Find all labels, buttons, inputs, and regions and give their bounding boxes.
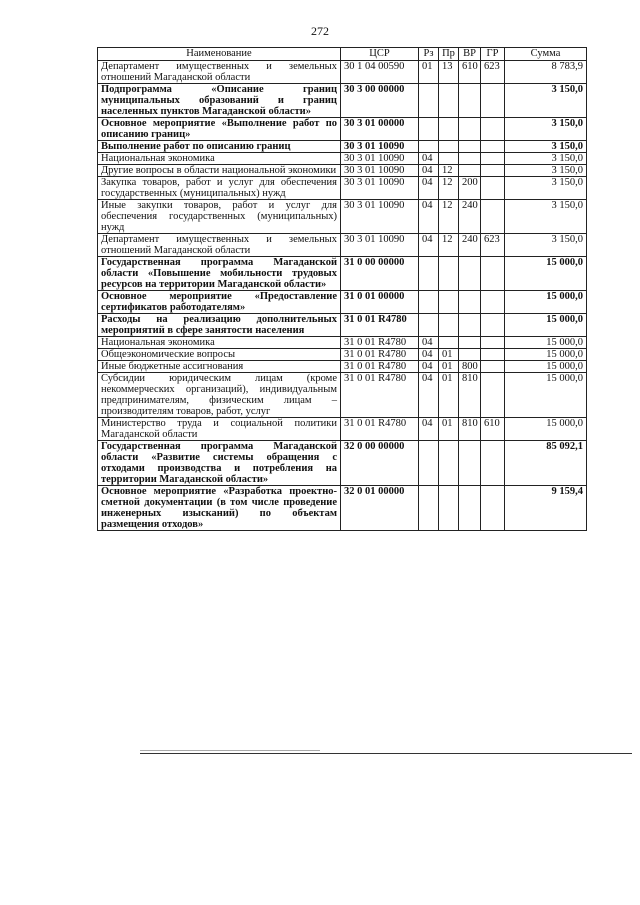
- cell-name: Выполнение работ по описанию границ: [98, 141, 341, 153]
- cell-csr: 30 1 04 00590: [341, 61, 419, 84]
- cell-name: Расходы на реализацию дополнительных мероприятий в сфере занятости населения: [98, 314, 341, 337]
- cell-sum: 3 150,0: [505, 177, 587, 200]
- cell-name: Основное мероприятие «Выполнение работ по описанию границ»: [98, 118, 341, 141]
- cell-pr: [439, 153, 459, 165]
- header-name: Наименование: [98, 48, 341, 61]
- cell-sum: 3 150,0: [505, 234, 587, 257]
- cell-csr: 30 3 00 00000: [341, 84, 419, 118]
- cell-sum: 15 000,0: [505, 257, 587, 291]
- cell-rz: 04: [419, 349, 439, 361]
- cell-csr: 31 0 01 R4780: [341, 337, 419, 349]
- cell-sum: 15 000,0: [505, 349, 587, 361]
- cell-csr: 31 0 01 R4780: [341, 349, 419, 361]
- table-row: [98, 153, 587, 165]
- cell-vr: 240: [459, 234, 481, 257]
- cell-name: Другие вопросы в области национальной экономики: [98, 165, 341, 177]
- table-row: [98, 234, 587, 257]
- table-row: [98, 118, 587, 141]
- cell-csr: 31 0 01 R4780: [341, 314, 419, 337]
- cell-pr: [439, 291, 459, 314]
- cell-rz: 04: [419, 165, 439, 177]
- cell-name: Основное мероприятие «Разработка проектно-сметной документации (в том числе проведение инженерных изысканий) по объектам размещения отходов»: [98, 486, 341, 531]
- cell-sum: 15 000,0: [505, 361, 587, 373]
- cell-pr: 13: [439, 61, 459, 84]
- cell-vr: [459, 337, 481, 349]
- cell-sum: 15 000,0: [505, 314, 587, 337]
- table-row: [98, 418, 587, 441]
- cell-pr: 12: [439, 177, 459, 200]
- table-row: [98, 337, 587, 349]
- cell-rz: 04: [419, 418, 439, 441]
- table-row: [98, 349, 587, 361]
- table-row: [98, 361, 587, 373]
- cell-csr: 31 0 01 R4780: [341, 418, 419, 441]
- cell-vr: [459, 291, 481, 314]
- cell-csr: 30 3 01 10090: [341, 141, 419, 153]
- cell-pr: 01: [439, 361, 459, 373]
- header-gr: ГР: [481, 48, 505, 61]
- cell-pr: [439, 486, 459, 531]
- cell-gr: [481, 361, 505, 373]
- cell-rz: 04: [419, 177, 439, 200]
- cell-pr: [439, 441, 459, 486]
- footer-rule-faint: [140, 750, 320, 751]
- cell-rz: 04: [419, 234, 439, 257]
- cell-vr: [459, 118, 481, 141]
- cell-pr: 12: [439, 165, 459, 177]
- cell-csr: 30 3 01 10090: [341, 234, 419, 257]
- cell-vr: [459, 486, 481, 531]
- cell-name: Департамент имущественных и земельных отношений Магаданской области: [98, 61, 341, 84]
- cell-pr: 01: [439, 349, 459, 361]
- cell-sum: 15 000,0: [505, 418, 587, 441]
- header-sum: Сумма: [505, 48, 587, 61]
- cell-vr: [459, 349, 481, 361]
- cell-pr: 12: [439, 234, 459, 257]
- cell-rz: [419, 141, 439, 153]
- cell-gr: [481, 118, 505, 141]
- table-header-row: [98, 48, 587, 61]
- cell-vr: [459, 165, 481, 177]
- cell-gr: [481, 257, 505, 291]
- cell-rz: 04: [419, 153, 439, 165]
- cell-vr: 200: [459, 177, 481, 200]
- cell-name: Общеэкономические вопросы: [98, 349, 341, 361]
- cell-rz: 04: [419, 361, 439, 373]
- table-row: [98, 61, 587, 84]
- cell-pr: [439, 314, 459, 337]
- cell-rz: [419, 486, 439, 531]
- cell-pr: [439, 118, 459, 141]
- cell-name: Государственная программа Магаданской области «Развитие системы обращения с отходами производства и потребления на территории Магаданской области»: [98, 441, 341, 486]
- cell-rz: 04: [419, 337, 439, 349]
- cell-sum: 9 159,4: [505, 486, 587, 531]
- cell-sum: 3 150,0: [505, 118, 587, 141]
- cell-rz: [419, 84, 439, 118]
- cell-rz: [419, 257, 439, 291]
- cell-pr: [439, 141, 459, 153]
- cell-csr: 30 3 01 10090: [341, 165, 419, 177]
- cell-pr: 12: [439, 200, 459, 234]
- table-row: [98, 84, 587, 118]
- cell-vr: [459, 257, 481, 291]
- cell-sum: 3 150,0: [505, 141, 587, 153]
- cell-csr: 30 3 01 10090: [341, 177, 419, 200]
- table-row: [98, 200, 587, 234]
- cell-name: Иные закупки товаров, работ и услуг для обеспечения государственных (муниципальных) нужд: [98, 200, 341, 234]
- cell-sum: 15 000,0: [505, 337, 587, 349]
- cell-csr: 30 3 01 10090: [341, 153, 419, 165]
- cell-name: Департамент имущественных и земельных отношений Магаданской области: [98, 234, 341, 257]
- cell-sum: 3 150,0: [505, 200, 587, 234]
- cell-csr: 30 3 01 10090: [341, 200, 419, 234]
- cell-pr: 01: [439, 418, 459, 441]
- cell-sum: 3 150,0: [505, 153, 587, 165]
- table-row: [98, 165, 587, 177]
- cell-name: Иные бюджетные ассигнования: [98, 361, 341, 373]
- cell-gr: [481, 337, 505, 349]
- cell-gr: 610: [481, 418, 505, 441]
- table-row: [98, 177, 587, 200]
- table-row: [98, 486, 587, 531]
- cell-sum: 15 000,0: [505, 291, 587, 314]
- cell-vr: 240: [459, 200, 481, 234]
- cell-csr: 31 0 00 00000: [341, 257, 419, 291]
- header-rz: Рз: [419, 48, 439, 61]
- cell-vr: [459, 141, 481, 153]
- header-vr: ВР: [459, 48, 481, 61]
- cell-rz: 04: [419, 200, 439, 234]
- cell-gr: [481, 349, 505, 361]
- cell-gr: [481, 486, 505, 531]
- cell-name: Основное мероприятие «Предоставление сертификатов работодателям»: [98, 291, 341, 314]
- cell-sum: 3 150,0: [505, 84, 587, 118]
- cell-vr: [459, 84, 481, 118]
- cell-name: Государственная программа Магаданской области «Повышение мобильности трудовых ресурсов на территории Магаданской области»: [98, 257, 341, 291]
- cell-gr: [481, 441, 505, 486]
- cell-vr: 610: [459, 61, 481, 84]
- header-pr: Пр: [439, 48, 459, 61]
- cell-csr: 31 0 01 00000: [341, 291, 419, 314]
- page-number: 272: [311, 24, 329, 38]
- cell-gr: [481, 141, 505, 153]
- cell-name: Национальная экономика: [98, 153, 341, 165]
- cell-pr: [439, 84, 459, 118]
- table-body: [98, 61, 587, 531]
- cell-csr: 32 0 01 00000: [341, 486, 419, 531]
- cell-rz: 04: [419, 373, 439, 418]
- cell-csr: 31 0 01 R4780: [341, 361, 419, 373]
- cell-gr: [481, 165, 505, 177]
- cell-sum: 15 000,0: [505, 373, 587, 418]
- header-csr: ЦСР: [341, 48, 419, 61]
- cell-pr: [439, 257, 459, 291]
- table-row: [98, 314, 587, 337]
- cell-vr: [459, 314, 481, 337]
- cell-rz: 01: [419, 61, 439, 84]
- table-row: [98, 257, 587, 291]
- cell-csr: 31 0 01 R4780: [341, 373, 419, 418]
- cell-vr: [459, 441, 481, 486]
- table-row: [98, 373, 587, 418]
- cell-sum: 3 150,0: [505, 165, 587, 177]
- cell-gr: 623: [481, 234, 505, 257]
- cell-vr: 810: [459, 418, 481, 441]
- cell-gr: [481, 153, 505, 165]
- cell-gr: [481, 84, 505, 118]
- footer-rule: [140, 753, 632, 754]
- table-row: [98, 141, 587, 153]
- cell-gr: [481, 373, 505, 418]
- cell-pr: 01: [439, 373, 459, 418]
- cell-sum: 85 092,1: [505, 441, 587, 486]
- cell-gr: [481, 200, 505, 234]
- cell-name: Подпрограмма «Описание границ муниципальных образований и границ населенных пунктов Магаданской области»: [98, 84, 341, 118]
- cell-name: Национальная экономика: [98, 337, 341, 349]
- cell-rz: [419, 441, 439, 486]
- cell-rz: [419, 118, 439, 141]
- cell-vr: 810: [459, 373, 481, 418]
- cell-csr: 32 0 00 00000: [341, 441, 419, 486]
- cell-name: Министерство труда и социальной политики Магаданской области: [98, 418, 341, 441]
- cell-gr: 623: [481, 61, 505, 84]
- cell-vr: 800: [459, 361, 481, 373]
- cell-sum: 8 783,9: [505, 61, 587, 84]
- cell-gr: [481, 177, 505, 200]
- budget-table: [97, 47, 587, 531]
- cell-rz: [419, 314, 439, 337]
- cell-rz: [419, 291, 439, 314]
- cell-name: Субсидии юридическим лицам (кроме некоммерческих организаций), индивидуальным предпринимателям, физическим лицам – производителям товаров, работ, услуг: [98, 373, 341, 418]
- cell-gr: [481, 291, 505, 314]
- table-row: [98, 291, 587, 314]
- cell-vr: [459, 153, 481, 165]
- table-row: [98, 441, 587, 486]
- cell-pr: [439, 337, 459, 349]
- cell-gr: [481, 314, 505, 337]
- cell-csr: 30 3 01 00000: [341, 118, 419, 141]
- cell-name: Закупка товаров, работ и услуг для обеспечения государственных (муниципальных) нужд: [98, 177, 341, 200]
